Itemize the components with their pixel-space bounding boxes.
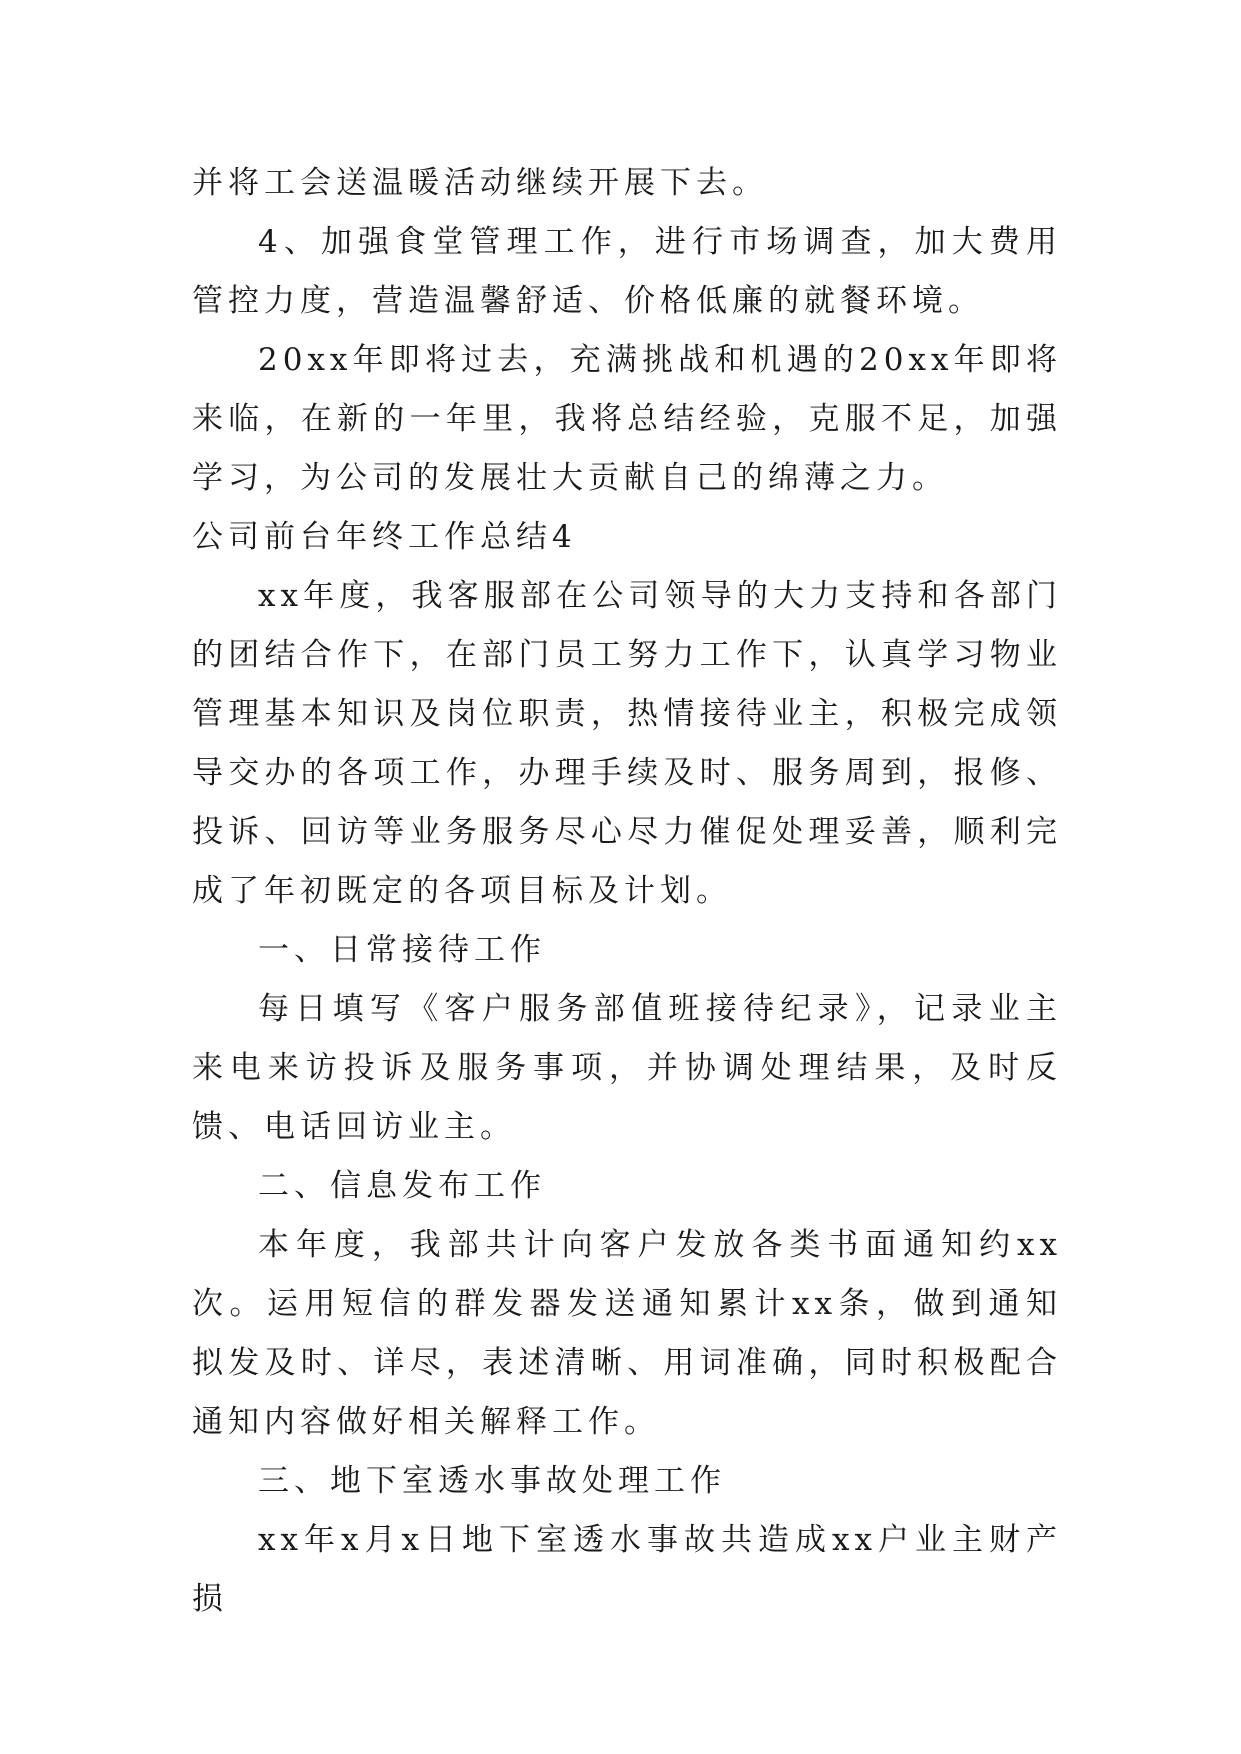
subheading-2: 二、信息发布工作 [258, 1168, 546, 1204]
paragraph-1: 并将工会送温暖活动继续开展下去。 [192, 165, 768, 201]
subheading-3: 三、地下室透水事故处理工作 [258, 1463, 726, 1499]
paragraph-7: xx年x月x日地下室透水事故共造成xx户业主财产损 [192, 1522, 1062, 1617]
paragraph-4: xx年度，我客服部在公司领导的大力支持和各部门的团结合作下，在部门员工努力工作下，认真学习物业管理基本知识及岗位职责，热情接待业主，积极完成领导交办的各项工作，办理手续及时、服务周到，报修、投诉、回访等业务服务尽心尽力催促处理妥善，顺利完成了年初既定的各项目标及计划。 [192, 578, 1062, 909]
section-title: 公司前台年终工作总结4 [192, 519, 577, 555]
document-body [192, 154, 1062, 1629]
paragraph-2: 4、加强食堂管理工作，进行市场调查，加大费用管控力度，营造温馨舒适、价格低廉的就餐环境。 [192, 224, 1062, 319]
subheading-1: 一、日常接待工作 [258, 932, 546, 968]
paragraph-3: 20xx年即将过去，充满挑战和机遇的20xx年即将来临，在新的一年里，我将总结经验，克服不足，加强学习，为公司的发展壮大贡献自己的绵薄之力。 [192, 342, 1062, 496]
paragraph-5: 每日填写《客户服务部值班接待纪录》，记录业主来电来访投诉及服务事项，并协调处理结果，及时反馈、电话回访业主。 [192, 991, 1062, 1145]
paragraph-6: 本年度，我部共计向客户发放各类书面通知约xx次。运用短信的群发器发送通知累计xx条，做到通知拟发及时、详尽，表述清晰、用词准确，同时积极配合通知内容做好相关解释工作。 [192, 1227, 1062, 1440]
